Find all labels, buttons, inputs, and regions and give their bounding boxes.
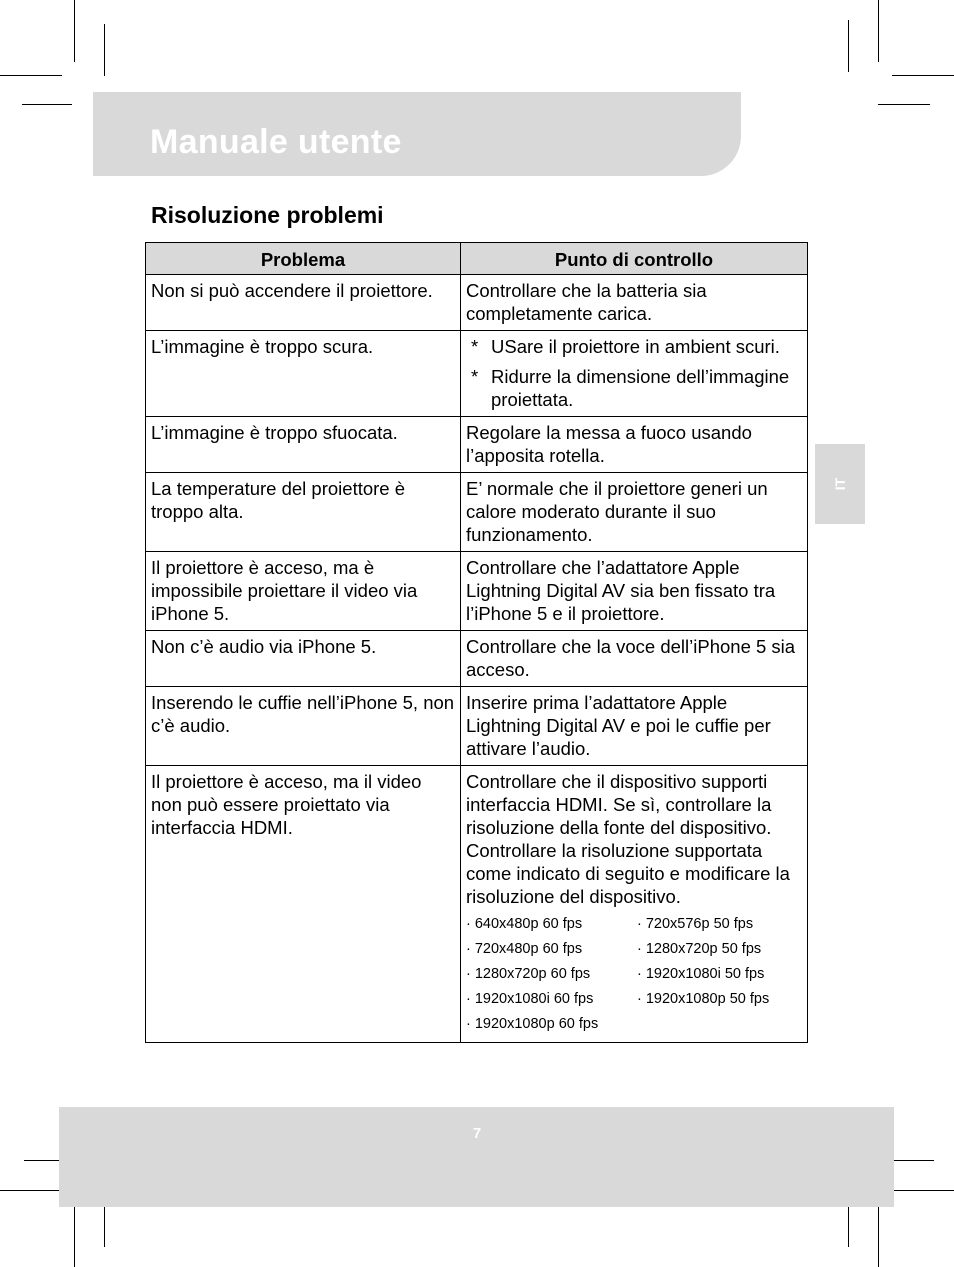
crop-mark — [878, 104, 930, 105]
problem-cell: Non si può accendere il proiettore. — [146, 275, 461, 331]
crop-mark — [22, 104, 72, 105]
column-header-problem: Problema — [146, 243, 461, 275]
language-tab-label: IT — [831, 477, 848, 491]
table-row — [146, 275, 808, 331]
problem-cell: Non c’è audio via iPhone 5. — [146, 631, 461, 687]
crop-mark — [74, 1205, 75, 1267]
table-row — [146, 417, 808, 473]
problem-cell: Il proiettore è acceso, ma è impossibile proiettare il video via iPhone 5. — [146, 552, 461, 631]
bullet-text: Ridurre la dimensione dell’immagine proiettata. — [491, 366, 790, 410]
resolution-item: · 720x576p 50 fps — [637, 916, 754, 932]
crop-mark — [0, 75, 62, 76]
table-row — [146, 552, 808, 631]
check-cell: E’ normale che il proiettore generi un calore moderato durante il suo funzionamento. — [461, 473, 808, 552]
troubleshooting-table — [145, 242, 808, 1043]
problem-cell: Inserendo le cuffie nell’iPhone 5, non c’è audio. — [146, 687, 461, 766]
check-cell — [461, 331, 808, 417]
table-row — [146, 331, 808, 417]
check-cell: Controllare che l’adattatore Apple Lightning Digital AV sia ben fissato tra l’iPhone 5 e il proiettore. — [461, 552, 808, 631]
crop-mark — [878, 1205, 879, 1267]
footer-band — [59, 1107, 894, 1207]
page-title: Manuale utente — [150, 123, 402, 161]
bullet-marker: * — [471, 366, 479, 387]
column-header-check: Punto di controllo — [461, 243, 808, 275]
problem-cell: L’immagine è troppo sfuocata. — [146, 417, 461, 473]
list-item — [466, 365, 802, 411]
resolution-item: · 640x480p 60 fps — [466, 916, 583, 932]
table-header-row — [146, 243, 808, 275]
resolution-item: · 1920x1080i 60 fps — [466, 991, 594, 1007]
problem-cell: La temperature del proiettore è troppo alta. — [146, 473, 461, 552]
bullet-marker: * — [471, 336, 479, 357]
check-cell — [461, 766, 808, 1043]
table-row — [146, 687, 808, 766]
check-cell: Controllare che la voce dell’iPhone 5 sia acceso. — [461, 631, 808, 687]
check-text: Controllare che il dispositivo supporti interfaccia HDMI. Se sì, controllare la risoluzione della fonte del dispositivo. Controllare la risoluzione supportata come indicato di seguito e modificare la risoluzione del dispositivo. — [466, 771, 790, 907]
bullet-list — [466, 335, 802, 411]
resolution-item: · 1920x1080p 60 fps — [466, 1016, 599, 1032]
bullet-text: USare il proiettore in ambient scuri. — [491, 336, 780, 357]
table-row — [146, 473, 808, 552]
crop-mark — [878, 0, 879, 62]
crop-mark — [0, 1190, 62, 1191]
check-cell: Controllare che la batteria sia completamente carica. — [461, 275, 808, 331]
resolution-item: · 1920x1080p 50 fps — [637, 991, 770, 1007]
resolution-item: · 1280x720p 50 fps — [637, 941, 762, 957]
crop-mark — [74, 0, 75, 62]
check-cell: Inserire prima l’adattatore Apple Lightning Digital AV e poi le cuffie per attivare l’audio. — [461, 687, 808, 766]
resolution-list — [466, 912, 802, 1037]
check-cell: Regolare la messa a fuoco usando l’apposita rotella. — [461, 417, 808, 473]
table-row — [146, 766, 808, 1043]
problem-cell: Il proiettore è acceso, ma il video non può essere proiettato via interfaccia HDMI. — [146, 766, 461, 1043]
language-tab — [815, 444, 865, 524]
crop-mark — [892, 75, 954, 76]
crop-mark — [104, 24, 105, 76]
list-item — [466, 335, 802, 358]
resolution-item: · 1280x720p 60 fps — [466, 966, 591, 982]
problem-cell: L’immagine è troppo scura. — [146, 331, 461, 417]
section-title: Risoluzione problemi — [151, 202, 384, 228]
table-row — [146, 631, 808, 687]
page-number: 7 — [472, 1125, 482, 1142]
resolution-item: · 720x480p 60 fps — [466, 941, 583, 957]
crop-mark — [892, 1190, 954, 1191]
crop-mark — [848, 20, 849, 72]
resolution-item: · 1920x1080i 50 fps — [637, 966, 765, 982]
